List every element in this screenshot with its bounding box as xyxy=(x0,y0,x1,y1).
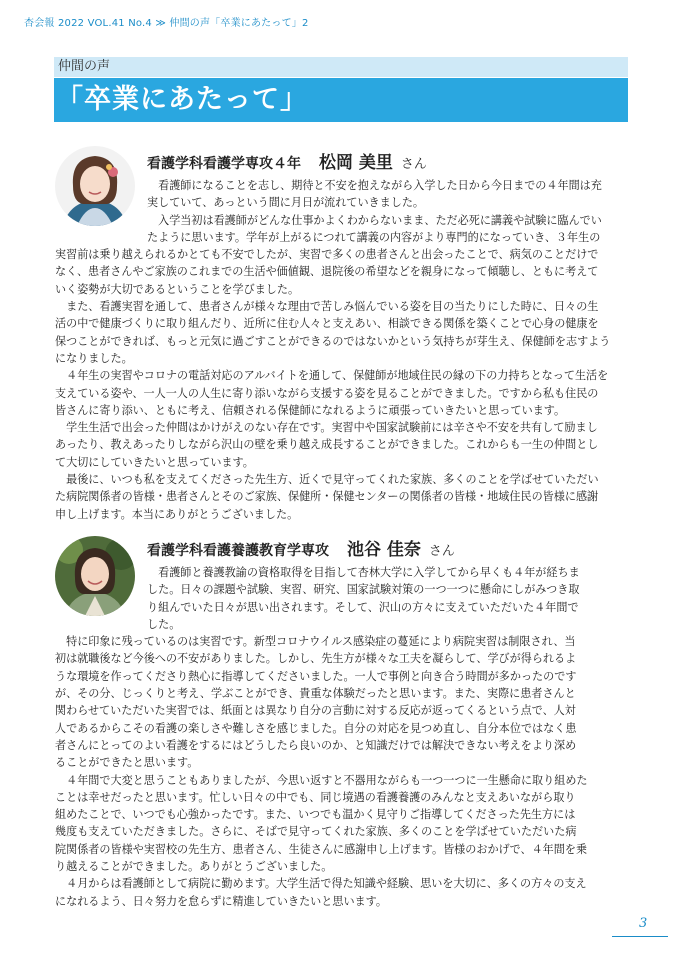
text-line: 申し上げます。本当にありがとうございました。 xyxy=(55,507,299,521)
text-line: うな環境を作ってくださり熱心に指導してくださいました。一人で事例と向き合う時間が多かったのです xyxy=(55,669,577,683)
text-line: 関わらせていただいた実習では、紙面とは異なり自分の言動に対する反応が返ってくるという点で、人対 xyxy=(55,704,576,718)
section-title: 「卒業にあたって」 xyxy=(54,78,628,122)
text-line: 組めたことで、いつでも心強かったです。また、いつでも温かく見守りご指導してくださった先生方には xyxy=(55,808,576,822)
text-line: 保つことができれば、もっと元気に過ごすことができるのではないかという気持ちが芽生え、保健師を志すよう xyxy=(55,334,611,348)
honorific: さん xyxy=(400,157,427,172)
text-line: た病院関係者の皆様・患者さんとそのご家族、保健所・保健センターの関係者の皆様・地域住民の皆様に感謝 xyxy=(55,490,599,504)
text-line: 特に印象に残っているのは実習です。新型コロナウイルス感染症の蔓延により病院実習は制限され、当 xyxy=(55,635,576,649)
text-line: が、その分、じっくりと考え、学ぶことができ、貴重な体験だったと思います。また、実際に患者さんと xyxy=(55,687,576,701)
text-line: 初は就職後など今後への不安がありました。しかし、先生方が様々な工夫を凝らして、学びが得られるよ xyxy=(55,652,577,666)
text-line: 幾度も支えていただきました。さらに、そばで見守ってくれた家族、多くのことを学ばせていただいた病 xyxy=(55,825,577,839)
text-line: 最後に、いつも私を支えてくださった先生方、近くで見守ってくれた家族、多くのことを学ばせていただい xyxy=(55,473,599,487)
text-line: ４年間で大変と思うこともありましたが、今思い返すと不器用ながらも一つ一つに一生懸命に取り組めた xyxy=(55,773,588,787)
text-line: 支えている姿や、一人一人の人生に寄り添いながら支援する姿を見ることができました。ですから私も住民の xyxy=(55,386,599,400)
text-line: 実習前は乗り越えられるかとても不安でしたが、実習で多くの患者さんと出会ったことで、病気のことだけで xyxy=(55,248,599,262)
person-name: 松岡 美里 xyxy=(319,153,393,173)
text-line: ことは幸せだったと思います。忙しい日々の中でも、同じ境遇の看護養護のみんなと支えあいながら取り xyxy=(55,790,576,804)
honorific: さん xyxy=(428,544,455,559)
text-line: 学生生活で出会った仲間はかけがえのない存在です。実習中や国家試験前には辛さや不安を共有して励まし xyxy=(55,421,598,435)
person-heading-2 xyxy=(147,535,455,560)
text-line: あったり、教えあったりしながら沢山の壁を乗り越え成長することができました。これからも一生の仲間とし xyxy=(55,438,599,452)
running-header: 杏会報 2022 VOL.41 No.4 ≫ 仲間の声「卒業にあたって」2 xyxy=(24,18,309,29)
section-label: 仲間の声 xyxy=(54,57,628,77)
text-line: した。日々の課題や試験、実習、研究、国家試験対策の一つ一つに懸命にしがみつき取 xyxy=(147,583,580,597)
text-line: り越えることができました。ありがとうございました。 xyxy=(55,860,333,874)
text-line: 看護師になることを志し、期待と不安を抱えながら入学した日から今日までの４年間は充 xyxy=(147,179,602,192)
text-line: り組んでいた日々が思い出されます。そして、沢山の方々に支えていただいた４年間で xyxy=(147,600,579,614)
page-number-rule xyxy=(612,936,668,937)
text-line: ることができたと思います。 xyxy=(55,756,199,770)
essay-body-1 xyxy=(55,177,610,523)
text-line: たように思います。学年が上がるにつれて講義の内容がより専門的になっていき、３年生の xyxy=(147,230,601,244)
text-line: 看護師と養護教諭の資格取得を目指して杏林大学に入学してから早くも４年が経ちま xyxy=(147,566,580,579)
text-line: いく姿勢が大切であるということを学びました。 xyxy=(55,282,300,296)
text-line: 者さんにとってのよい看護をするにはどうしたら良いのか、と知識だけでは解決できない考えをより深め xyxy=(55,738,577,752)
text-line: 入学当初は看護師がどんな仕事かよくわからないまま、ただ必死に講義や試験に臨んでい xyxy=(147,213,602,227)
text-line: 人であるからこその看護の楽しさや難しさを感じました。自分の対応を見つめ直し、自分本位ではなく患 xyxy=(55,721,577,735)
person-name: 池谷 佳奈 xyxy=(347,540,421,560)
text-line: 実していて、あっという間に月日が流れていきました。 xyxy=(147,196,425,210)
page-number: 3 xyxy=(639,916,648,931)
text-line: なく、患者さんやご家族のこれまでの生活や価値観、退院後の希望などを親身になって傾聴し、ともに考えて xyxy=(55,265,599,279)
department-label: 看護学科看護学専攻４年 xyxy=(147,156,301,172)
essay-body-2 xyxy=(55,564,588,910)
text-line: 皆さんに寄り添い、ともに考え、信頼される保健師になれるように頑張っていきたいと思っています。 xyxy=(55,403,566,417)
text-line: 活の中で健康づくりに取り組んだり、近所に住む人々と支えあい、相談できる関係を築くことで心身の健康を xyxy=(55,317,599,331)
text-line: した。 xyxy=(147,617,181,631)
text-line: になれるよう、日々努力を怠らずに精進していきたいと思います。 xyxy=(55,894,387,908)
text-line: 院関係者の皆様や実習校の先生方、患者さん、生徒さんに感謝申し上げます。皆様のおかげで、４年間を乗 xyxy=(55,842,588,856)
person-heading-1 xyxy=(147,148,427,173)
text-line: て大切にしていきたいと思っています。 xyxy=(55,455,254,469)
text-line: また、看護実習を通して、患者さんが様々な理由で苦しみ悩んでいる姿を目の当たりにした時に、日々の生 xyxy=(55,300,599,314)
department-label: 看護学科看護養護教育学専攻 xyxy=(147,543,329,559)
text-line: ４月からは看護師として病院に勤めます。大学生活で得た知識や経験、思いを大切に、多くの方々の支え xyxy=(55,877,587,891)
text-line: になりました。 xyxy=(55,351,133,365)
text-line: ４年生の実習やコロナの電話対応のアルバイトを通して、保健師が地域住民の縁の下の力持ちとなって生活を xyxy=(55,369,609,383)
